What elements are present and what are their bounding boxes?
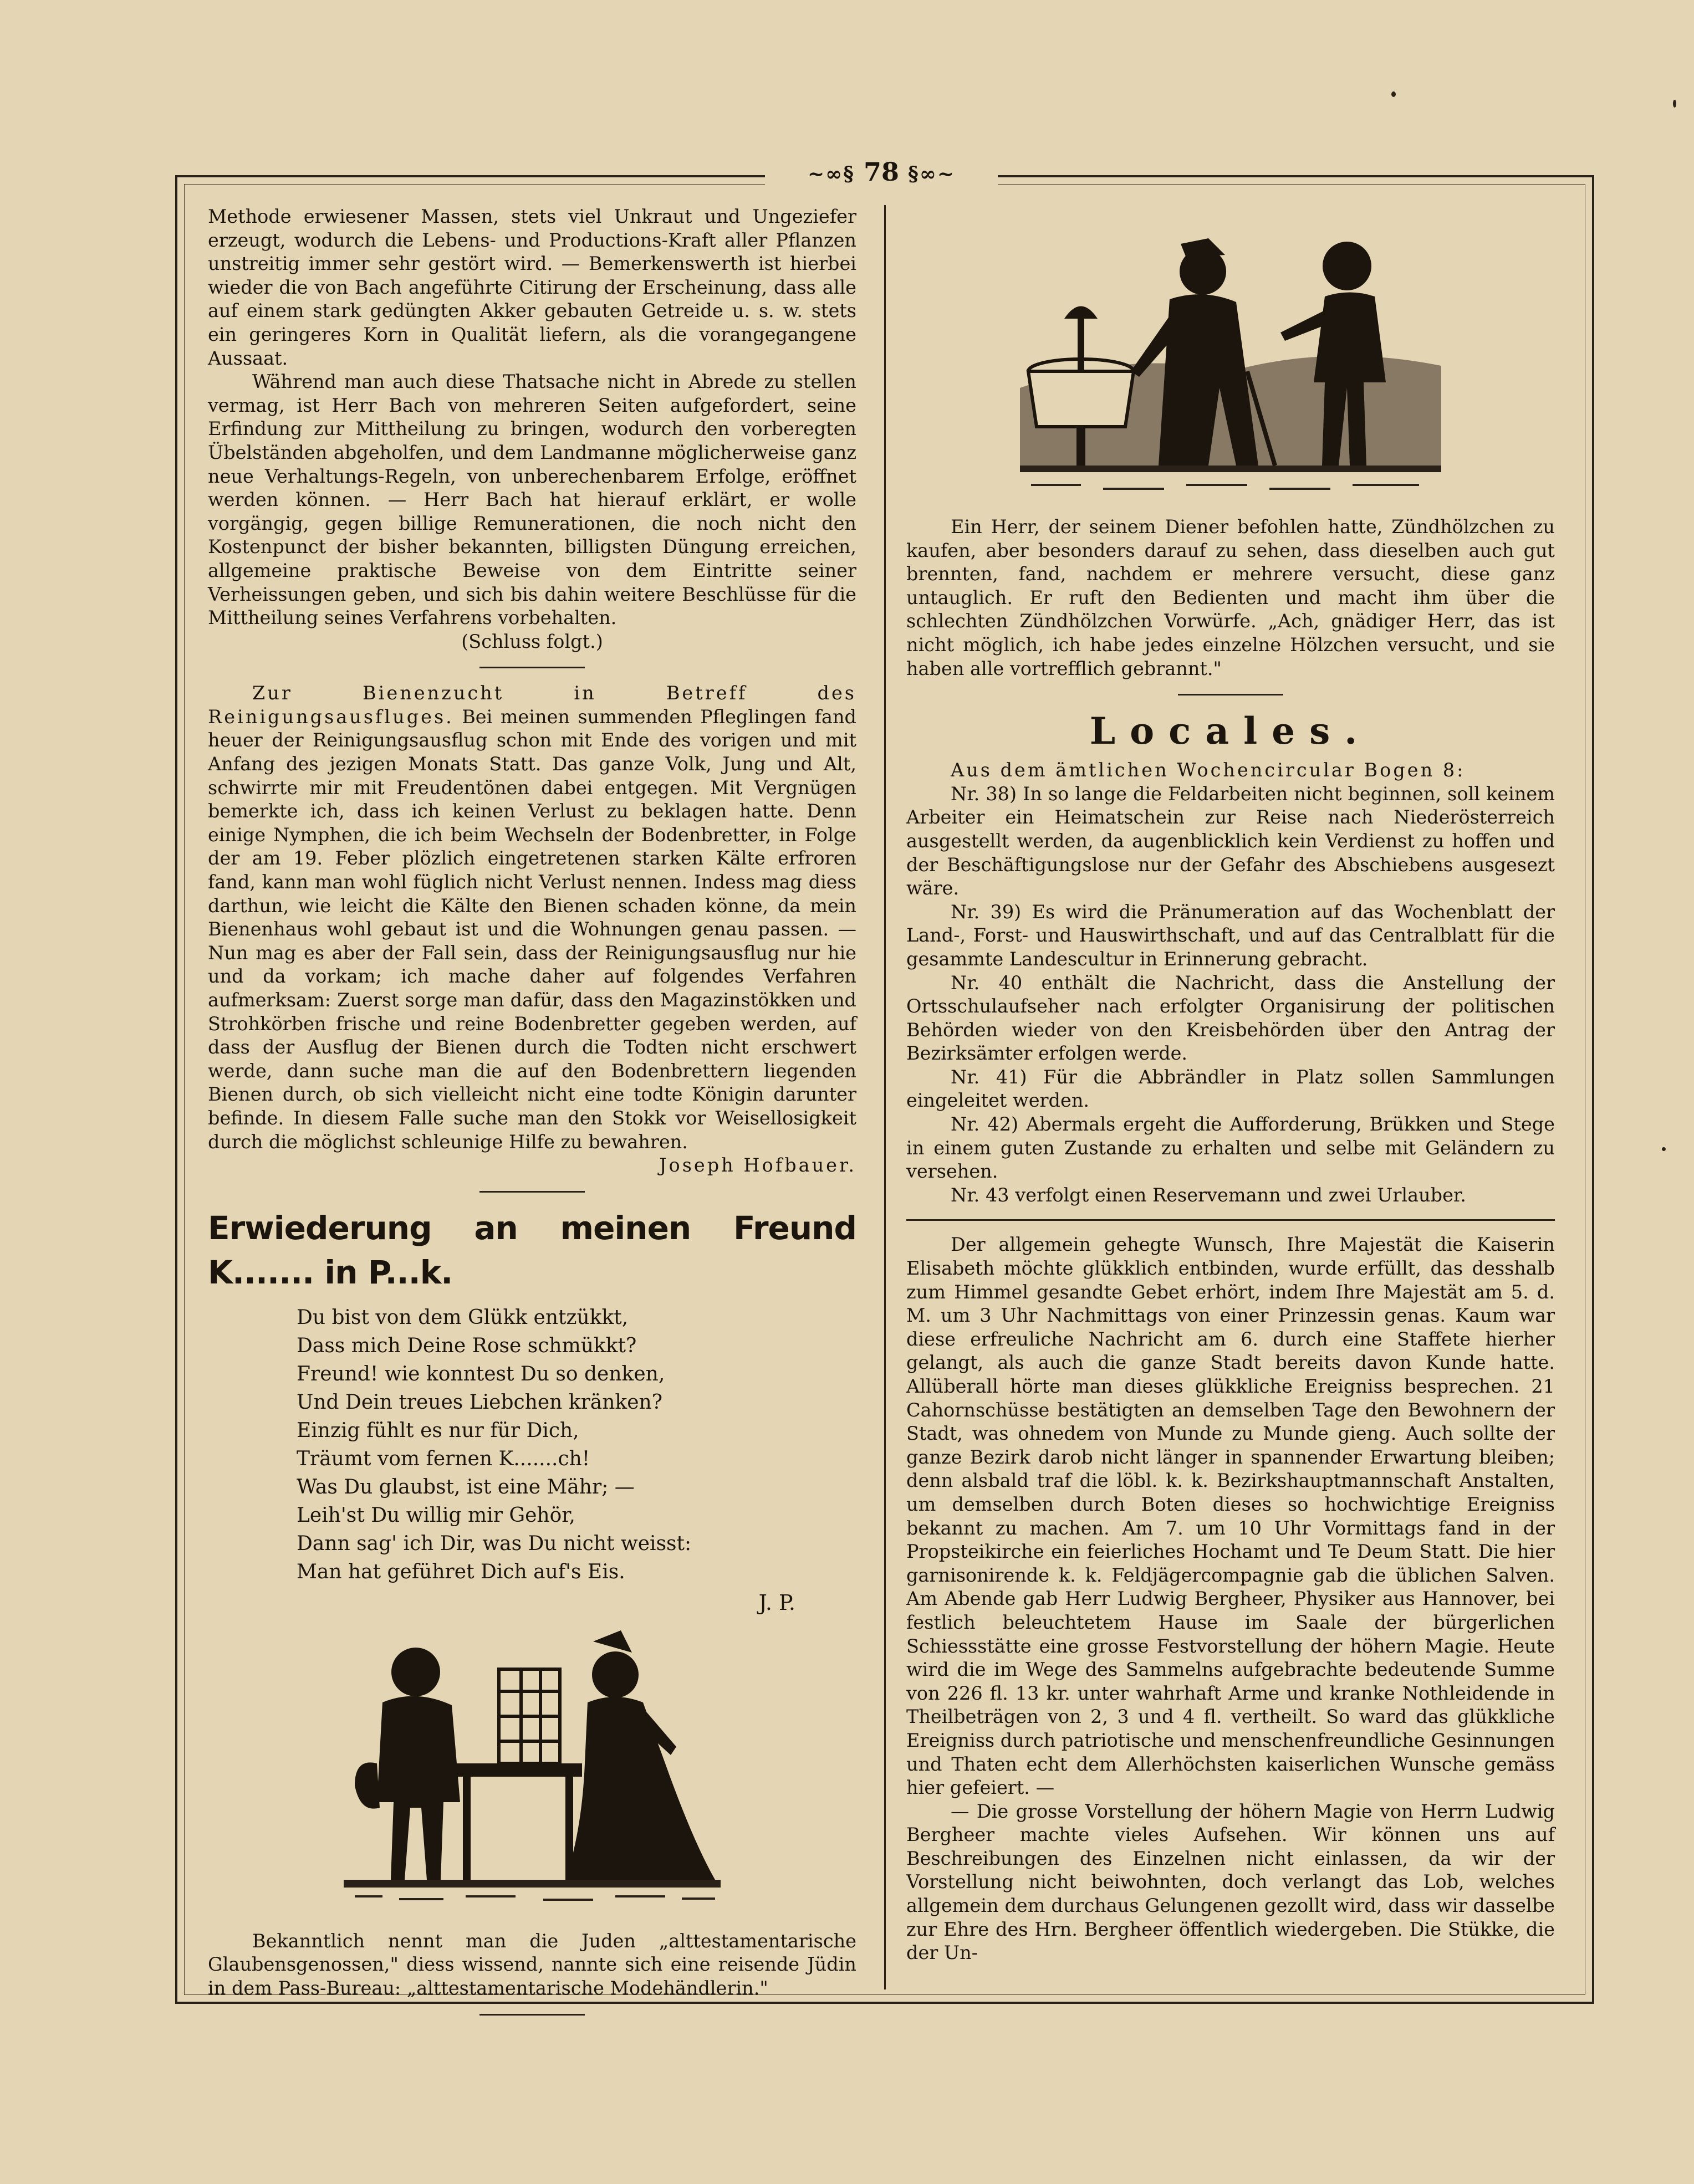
locales-heading: Locales.	[1089, 709, 1372, 753]
chess-players-illustration	[333, 1619, 732, 1930]
circular-item: Nr. 43 verfolgt einen Reservemann und zwei Urlauber.	[951, 1184, 1466, 1206]
section-divider	[479, 2014, 585, 2016]
print-speck	[1673, 100, 1676, 108]
poem-line: Du bist von dem Glükk entzükkt,	[297, 1306, 629, 1329]
circular-item: Nr. 40 enthält die Nachricht, dass die Anstellung der Ortsschulaufseher nach erfolgter Organisirung der politischen Behörden wieder von den Kreisbehörden über den Antrag der Bezirksämter erfolgen werde.	[906, 971, 1555, 1065]
poem-line: Freund! wie konntest Du so denken,	[297, 1362, 665, 1385]
article-paragraph: Während man auch diese Thatsache nicht in Abrede zu stellen vermag, ist Herr Bach von mehreren Seiten aufgefordert, seine Erfindung zur Mittheilung zu bringen, wodurch den vorberegten Übelständen abgeholfen, und dem Landmanne möglicherweise ganz neue Verhaltungs-Regeln, von unberechenbarem Erfolge, eröffnet werden können. — Herr Bach hat hierauf erklärt, er wolle vorgängig, gegen billige Remunerationen, die noch nicht den Kostenpunct der bisher bekannten, billigsten Düngung erreichen, allgemeine praktische Beweise von dem Eintritte seiner Verheissungen geben, und sich bis dahin weitere Beschlüsse für die Mittheilung seines Verfahrens vorbehalten.	[208, 371, 856, 629]
illustration-caption: Ein Herr, der seinem Diener befohlen hatte, Zündhölzchen zu kaufen, aber besonders darauf zu sehen, dass dieselben auch gut brennten, fand, nachdem er mehrere versucht, diese ganz untauglich. Er ruft den Bedienten und macht ihm über die schlechten Zündhölzchen Vorwürfe. „Ach, gnädiger Herr, das ist nicht möglich, ich habe jedes einzelne Hölzchen versucht, und sie haben alle vortrefflich gebrannt."	[906, 516, 1555, 679]
section-divider	[479, 667, 585, 668]
page-number: 78	[863, 157, 899, 187]
continued-note: (Schluss folgt.)	[461, 630, 603, 652]
bees-author: Joseph Hofbauer.	[659, 1154, 856, 1177]
poem-title: Erwiederung an meinen Freund K....... in P...k.	[208, 1209, 856, 1291]
column-divider	[884, 205, 886, 1989]
page-number-header	[765, 150, 998, 194]
circular-item: Nr. 42) Abermals ergeht die Aufforderung, Brükken und Stege in einem guten Zustande zu erhalten und selbe mit Geländern zu versehen.	[906, 1113, 1555, 1183]
master-servant-illustration	[1020, 205, 1441, 515]
poem-line: Einzig fühlt es nur für Dich,	[297, 1419, 579, 1442]
left-ornament-icon: ~∞§	[807, 162, 855, 186]
bees-body: Bei meinen summenden Pfleglingen fand heuer der Reinigungsausflug schon mit Ende des vorigen und mit Anfang des jezigen Monats Statt. Das ganze Volk, Jung und Alt, schwirrte mir mit Freudentönen dabei entgegen. Mit Vergnügen bemerkte ich, dass ich keinen Verlust zu beklagen hatte. Denn einige Nymphen, die ich beim Wechseln der Bodenbretter, in Folge der am 19. Feber plözlich eingetretenen starken Kälte erfroren fand, kann man wohl füglich nicht Verlust nennen. Indess mag diess darthun, wie leicht die Kälte den Bienen schaden könne, da mein Bienenhaus wohl gebaut ist und die Wohnungen genau passen. — Nun mag es aber der Fall sein, dass der Reinigungsausflug nur hie und da vorkam; ich mache daher auf folgendes Verfahren aufmerksam: Zuerst sorge man dafür, dass den Magazinstökken und Strohkörben frische und reine Bodenbretter gegeben werden, auf dass der Ausflug der Bienen durch die Todten nicht erschwert werde, dann suche man die auf den Bodenbrettern liegenden Bienen durch, ob sich vielleicht nicht eine todte Königin darunter befinde. In diesem Falle suche man den Stokk vor Weisellosigkeit durch die möglichst schleunige Hilfe zu bewahren.	[208, 705, 856, 1153]
news-article: Der allgemein gehegte Wunsch, Ihre Majestät die Kaiserin Elisabeth möchte glükklich entbinden, wurde erfüllt, das desshalb zum Himmel gesandte Gebet erhört, indem Ihre Majestät am 5. d. M. um 3 Uhr Nachmittags von einer Prinzessin genas. Kaum war diese erfreuliche Nachricht am 6. durch eine Staffete hierher gelangt, als auch die ganze Stadt bereits davon Kunde hatte. Allüberall hörte man dieses glükkliche Ereigniss besprechen. 21 Cahornschüsse bestätigten an demselben Tage den Bewohnern der Stadt, was ohnedem von Munde zu Munde gieng. Auch sollte der ganze Bezirk darob nicht länger in spannender Erwartung bleiben; denn alsbald traf die löbl. k. k. Bezirkshauptmannschaft Anstalten, um demselben durch Boten dieses so hochwichtige Ereigniss bekannt zu machen. Am 7. um 10 Uhr Vormittags fand in der Propsteikirche ein feierliches Hochamt und Te Deum Statt. Die hier garnisonirende k. k. Feldjägercompagnie gab die üblichen Salven. Am Abende gab Herr Ludwig Bergheer, Physiker aus Hannover, bei festlich beleuchtetem Hause im Saale der bürgerlichen Schiessstätte eine grosse Festvorstellung der höhern Magie. Heute wird die im Wege des Sammelns aufgebrachte bedeutende Summe von 226 fl. 13 kr. unter wahrhaft Arme und kranke Nothleidende in Theilbeträgen von 2, 3 und 4 fl. vertheilt. So ward das glükkliche Ereigniss durch patriotische und menschenfreundliche Gesinnungen und Thaten echt dem Allerhöchsten kaiserlichen Wunsche gemäss hier gefeiert. —	[906, 1234, 1555, 1799]
bees-article	[208, 682, 856, 1154]
poem-line: Dass mich Deine Rose schmükkt?	[297, 1334, 637, 1357]
right-column	[906, 205, 1555, 1965]
section-divider	[1178, 694, 1283, 695]
poem-line: Was Du glaubst, ist eine Mähr; —	[297, 1475, 635, 1498]
news-article: — Die grosse Vorstellung der höhern Magie von Herrn Ludwig Bergheer machte vieles Aufsehen. Wir können uns auf Beschreibungen des Einzelnen nicht einlassen, da wir der Vorstellung nicht beiwohnten, doch verlangt das Lob, welches allgemein dem durchaus Gelungenen gezollt wird, dass wir dasselbe zur Ehre des Hrn. Bergheer öffentlich wiedergeben. Die Stükke, die der Un-	[906, 1800, 1555, 1964]
poem-line: Leih'st Du willig mir Gehör,	[297, 1503, 575, 1527]
poem-line: Träumt vom fernen K.......ch!	[297, 1447, 590, 1470]
bees-title: Zur Bienenzucht in Betreff des Reinigungsausfluges.	[208, 682, 856, 728]
right-ornament-icon: §∞~	[908, 162, 955, 186]
poem-line: Man hat geführet Dich auf's Eis.	[297, 1560, 625, 1583]
print-speck	[1662, 1147, 1666, 1151]
joke-text: Bekanntlich nennt man die Juden „alttestamentarische Glaubensgenossen," diess wissend, nannte sich eine reisende Jüdin in dem Pass-Bureau: „alttestamentarische Modehändlerin."	[208, 1930, 856, 1999]
article-continuation: Methode erwiesener Massen, stets viel Unkraut und Ungeziefer erzeugt, wodurch die Lebens- und Productions-Kraft aller Pflanzen unstreitig immer sehr gestört wird. — Bemerkenswerth ist hierbei wieder die von Bach angeführte Citirung der Erscheinung, dass alle auf einem stark gedüngten Akker gebauten Getreide u. s. w. stets ein geringeres Korn in Qualität liefern, als die vorangegangene Aussaat.	[208, 206, 856, 369]
section-rule	[906, 1219, 1555, 1221]
circular-item: Nr. 41) Für die Abbrändler in Platz sollen Sammlungen eingeleitet werden.	[906, 1066, 1555, 1112]
poem-line: Dann sag' ich Dir, was Du nicht weisst:	[297, 1532, 692, 1555]
left-column	[208, 205, 856, 2029]
poem	[208, 1303, 856, 1586]
poem-line: Und Dein treues Liebchen kränken?	[297, 1390, 663, 1414]
circular-item: Nr. 39) Es wird die Pränumeration auf das Wochenblatt der Land-, Forst- und Hauswirthschaft, und auf das Centralblatt für die gesammte Landescultur in Erinnerung gebracht.	[906, 901, 1555, 970]
circular-intro: Aus dem ämtlichen Wochencircular Bogen 8:	[951, 759, 1466, 781]
poem-signature: J. P.	[758, 1590, 795, 1615]
section-divider	[479, 1191, 585, 1193]
print-speck	[1391, 91, 1396, 97]
circular-item: Nr. 38) In so lange die Feldarbeiten nicht beginnen, soll keinem Arbeiter ein Heimatschein zur Reise nach Niederösterreich ausgestellt werden, da augenblicklich kein Verdienst zu hoffen und der Beschäftigungslose nur der Gefahr des Abschiebens ausgesezt wäre.	[906, 782, 1555, 899]
